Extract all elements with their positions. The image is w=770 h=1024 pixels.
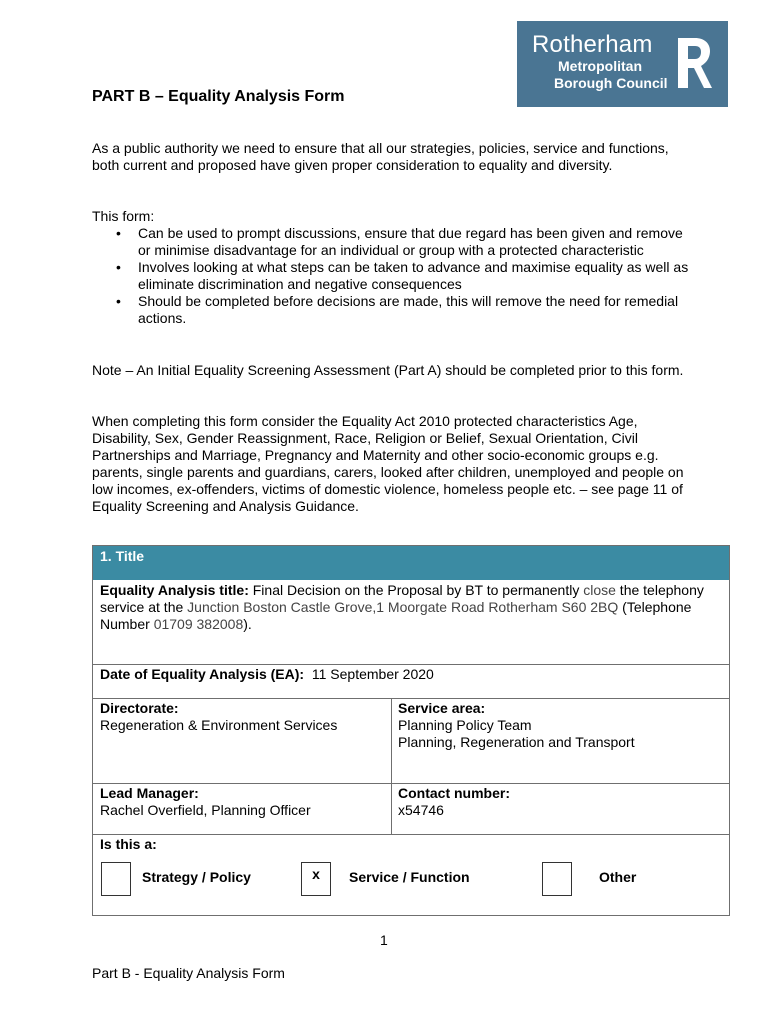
strategy-policy-checkbox[interactable] xyxy=(101,862,131,896)
page-title: PART B – Equality Analysis Form xyxy=(92,88,345,105)
bullet-item: • Should be completed before decisions are made, this will remove the need for remedial actions. xyxy=(116,293,679,326)
other-label: Other xyxy=(599,869,637,885)
logo-line-rotherham: Rotherham xyxy=(532,31,653,58)
ea-date-field: Date of Equality Analysis (EA): 11 September 2020 xyxy=(100,666,434,682)
other-checkbox[interactable] xyxy=(542,862,572,896)
row-divider xyxy=(93,698,729,699)
purpose-bullet-list xyxy=(92,225,692,327)
bullet-icon: • xyxy=(116,225,121,241)
strategy-policy-label: Strategy / Policy xyxy=(142,869,251,885)
service-function-checkbox[interactable]: x xyxy=(301,862,331,896)
bullet-item: • Involves looking at what steps can be taken to advance and maximise equality as well as eliminate discrimination and negative consequences xyxy=(116,259,689,292)
guidance-paragraph: When completing this form consider the Equality Act 2010 protected characteristics Age, Disability, Sex, Gender Reassignment, Race, Religion or Belief, Sexual Orientation, Civil Partnerships and Marriage, Pregnancy and Maternity and other socio-economic groups e.g. parents, single parents and guardians, carers, looked after children, unemployed and people on low incomes, ex-offenders, victims of domestic violence, homeless people etc. – see page 11 of Equality Screening and Analysis Guidance. xyxy=(92,413,684,514)
note-paragraph: Note – An Initial Equality Screening Assessment (Part A) should be completed prior to this form. xyxy=(92,362,684,378)
page-footer: Part B - Equality Analysis Form xyxy=(92,965,285,981)
page-number: 1 xyxy=(380,932,388,948)
service-area-field: Service area: Planning Policy Team Planning, Regeneration and Transport xyxy=(398,700,635,750)
service-function-label: Service / Function xyxy=(349,869,470,885)
r-emblem-icon xyxy=(674,34,714,92)
contact-number-field: Contact number: x54746 xyxy=(398,785,510,818)
section-title: 1. Title xyxy=(100,548,145,564)
directorate-field: Directorate: Regeneration & Environment Services xyxy=(100,700,338,733)
title-section-table xyxy=(92,545,730,916)
row-divider xyxy=(93,664,729,665)
logo-line-metropolitan: Metropolitan xyxy=(558,58,642,74)
intro-paragraph: As a public authority we need to ensure that all our strategies, policies, service and functions, both current and proposed have given proper consideration to equality and diversity. xyxy=(92,140,669,173)
row-divider xyxy=(93,834,729,835)
this-form-label: This form: xyxy=(92,208,155,224)
bullet-icon: • xyxy=(116,293,121,309)
logo-line-borough-council: Borough Council xyxy=(554,75,668,91)
section-header xyxy=(93,546,729,580)
council-logo xyxy=(517,21,728,107)
lead-manager-field: Lead Manager: Rachel Overfield, Planning Officer xyxy=(100,785,311,818)
column-divider xyxy=(391,698,392,834)
ea-title-field: Equality Analysis title: Final Decision on the Proposal by BT to permanently close the telephony service at the Junction Boston Castle Grove,1 Moorgate Road Rotherham S60 2BQ (Telephone Number 01709 382008). xyxy=(100,582,704,632)
bullet-item: • Can be used to prompt discussions, ensure that due regard has been given and remove or minimise disadvantage for an individual or group with a protected characteristic xyxy=(116,225,683,258)
is-this-a-label: Is this a: xyxy=(100,836,157,852)
row-divider xyxy=(93,783,729,784)
bullet-icon: • xyxy=(116,259,121,275)
